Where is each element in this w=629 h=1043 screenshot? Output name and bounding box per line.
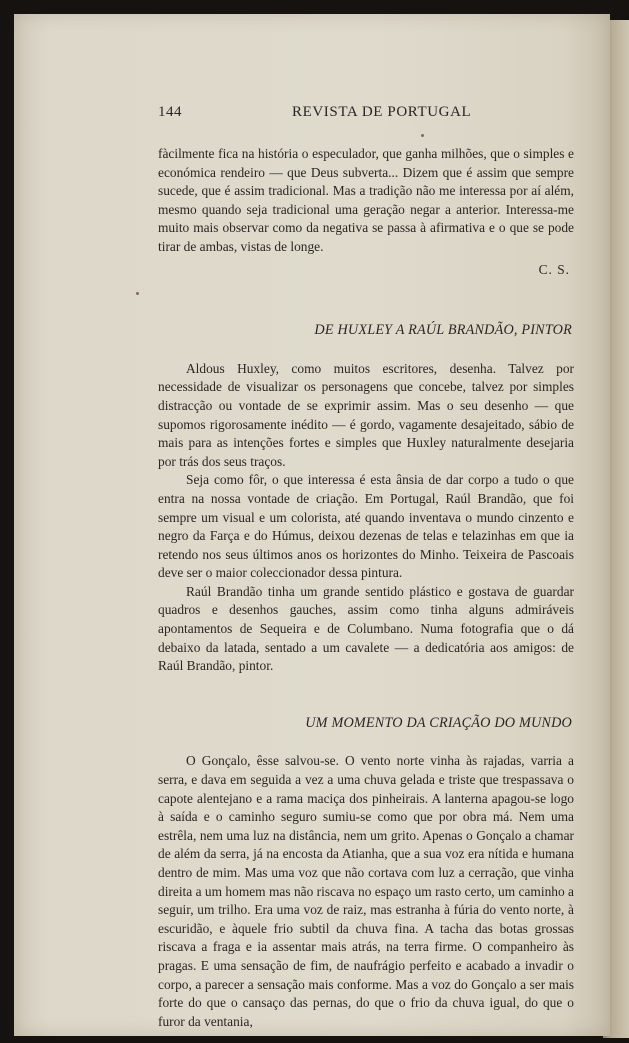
continuation-paragraph: fàcilmente fica na história o especulador, que ganha milhões, que o simples e económica rendeiro — que Deus subverta... Dizem que é assim que sempre sucede, que é assim tradicional. Mas a tradição não me interessa por aí além, mesmo quando seja tradicional uma geração negar a anterior. Interessa-me muito mais observar como da negativa se passa à afirmativa e o que se pode tirar de ambas, vistas de longe. (158, 146, 574, 254)
running-title: REVISTA DE PORTUGAL (292, 104, 472, 120)
section-title-huxley-brandao: DE HUXLEY A RAÚL BRANDÃO, PINTOR (314, 322, 572, 339)
page-number: 144 (158, 104, 182, 120)
ink-speck (421, 134, 424, 137)
running-header (158, 104, 578, 124)
section2-paragraph: O Gonçalo, êsse salvou-se. O vento norte vinha às rajadas, varria a serra, e dava em seguida a vez a uma chuva gelada e triste que trespassava o capote alentejano e a rama maciça dos pinheirais. A lanterna apagou-se logo à saída e o caminho seguro sumiu-se como que por obra má. Nem uma estrêla, nem uma luz na distância, nem um grito. Apenas o Gonçalo a chamar de além da serra, já na encosta da Atianha, que a sua voz era nítida e humana dentro de mim. Mas uma voz que não cortava com luz a cerração, que vinha direita a um homem mas não riscava no espaço um rasto certo, um caminho a seguir, um trilho. Era uma voz de raiz, mas estranha à fúria do vento norte, à escuridão, e àquele frio subtil da chuva fina. A tacha das botas grossas riscava a fraga e ia assentar mais atrás, na terra firme. O companheiro às pragas. E uma sensação de fim, de naufrágio perfeito e acabado a invadir o corpo, a parecer a sensação mais conforme. Mas a voz do Gonçalo a ser mais forte do que o cansaço das pernas, do que o frio da chuva igual, do que o furor da ventania, (158, 753, 574, 1029)
section-title-criacao-do-mundo: UM MOMENTO DA CRIAÇÃO DO MUNDO (305, 714, 572, 731)
ink-speck (136, 292, 139, 295)
author-initials: C. S. (538, 261, 570, 277)
section1-paragraph-2: Seja como fôr, o que interessa é esta ânsia de dar corpo a tudo o que entra na nossa vontade de criação. Em Portugal, Raúl Brandão, que foi sempre um visual e um colorista, até quando inventava o mundo cinzento e negro da Farça e do Húmus, deixou dezenas de telas e telazinhas em que ia retendo nos seus últimos anos os horizontes do Minho. Teixeira de Pascoais deve ser o maior coleccionador dessa pintura. (158, 472, 574, 581)
section1-paragraph-1: Aldous Huxley, como muitos escritores, desenha. Talvez por necessidade de visualizar os personagens que concebe, talvez por simples distracção ou vontade de se exprimir assim. Mas o seu desenho — que supomos rigorosamente inédito — é gordo, vagamente desajeitado, sábio de mais para as intenções fortes e simples que Huxley naturalmente desejaria por trás dos seus traços. (158, 360, 574, 469)
page-body (158, 145, 574, 1031)
section1-paragraph-3: Raúl Brandão tinha um grande sentido plástico e gostava de guardar quadros e desenhos gauches, assim como tinha alguns admiráveis apontamentos de Sequeira e de Columbano. Numa fotografia que o dá debaixo da latada, sentado a um cavalete — a dedicatória aos amigos: de Raúl Brandão, pintor. (158, 583, 574, 674)
